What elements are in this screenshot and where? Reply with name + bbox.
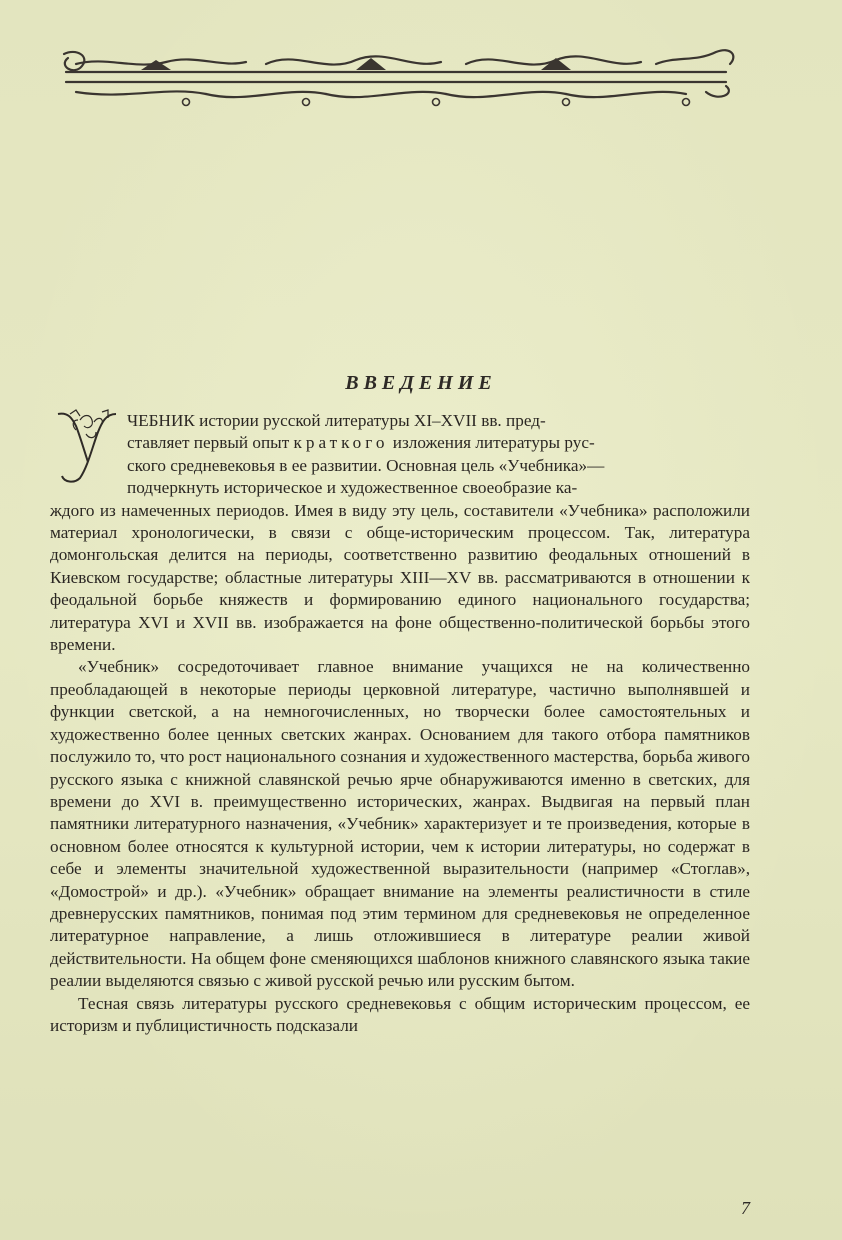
paragraph-three: Тесная связь литературы русского средневековья с общим историческим процессом, ее историзм и публицистичность подсказали <box>50 993 750 1035</box>
decorative-header-ornament <box>46 42 746 112</box>
intro-text: изложения литературы рус- <box>388 433 595 453</box>
spaced-emphasis: краткого <box>293 433 389 453</box>
page-number: 7 <box>741 1198 750 1218</box>
intro-line <box>50 432 750 454</box>
intro-continuation: ждого из намеченных периодов. Имея в виду эту цель, составители «Учебника» расположили материал хронологически, в связи с обще-историческим процессом. Так, литература домонгольская делится на периоды, соответственно развитию феодальных отношений в Киевском государстве; областные литературы XIII—XV вв. рассматриваются в отношении к феодальной борьбе княжеств и формированию единого национального государства; литература XVI и XVII вв. изображается на фоне общественно-политической борьбы этого времени. <box>50 500 750 655</box>
intro-line: подчеркнуть историческое и художественное своеобразие ка- <box>127 478 578 498</box>
intro-paragraph <box>50 410 750 1037</box>
intro-line: ского средневековья в ее развитии. Основная цель «Учебника»— <box>127 455 605 475</box>
chapter-heading: ВВЕДЕНИЕ <box>345 372 497 394</box>
intro-text: ставляет первый опыт <box>127 433 294 453</box>
intro-line: ЧЕБНИК истории русской литературы XI–XVII вв. пред- <box>127 411 546 430</box>
paragraph-two: «Учебник» сосредоточивает главное внимание учащихся не на количественно преобладающей в некоторые периоды церковной литературе, частично выполнявшей и функции светской, а на немногочисленных, но творчески более самостоятельных и художественно более ценных светских жанрах. Основанием для такого отбора памятников послужило то, что рост национального сознания и художественного мастерства, борьба живого русского языка с книжной славянской речью ярче обнаруживаются именно в светских, для времени до XVI в. преимущественно исторических, жанрах. Выдвигая на первый план памятники литературного назначения, «Учебник» характеризует и те произведения, которые в основном более относятся к культурной истории, чем к истории литературы, но содержат в себе и элементы значительной художественной выразительности (например «Стоглав», «Домострой» и др.). «Учебник» обращает внимание на элементы реалистичности в стиле древнерусских памятников, понимая под этим термином для средневековья не определенное литературное направление, а лишь отложившиеся в литературе реалии живой действительности. На общем фоне сменяющихся шаблонов книжного славянского языка такие реалии выделяются связью с живой русской речью или русским бытом. <box>50 657 750 991</box>
